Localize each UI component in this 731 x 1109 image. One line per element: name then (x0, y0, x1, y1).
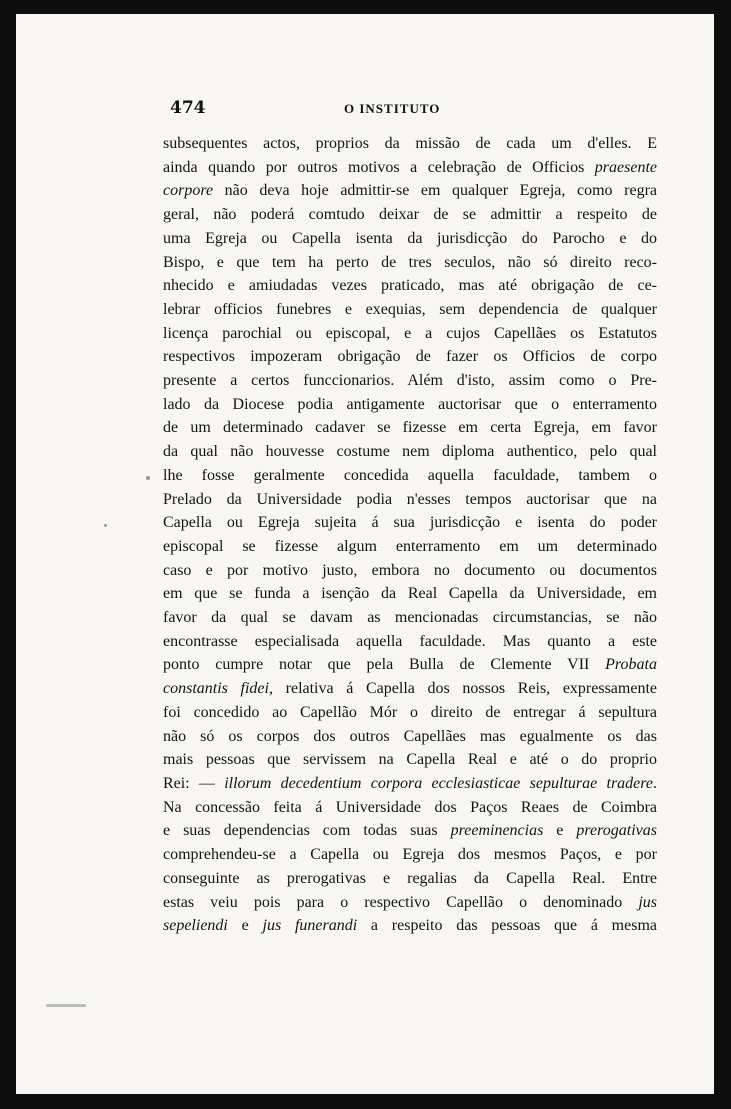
text-line: Bispo, e que tem ha perto de tres seculos, não só direito reco- (163, 253, 657, 271)
text-line: constantis fidei, relativa á Capella dos nossos Reis, expressamente (163, 680, 658, 698)
text-line: lhe fosse geralmente concedida aquella faculdade, tambem o (163, 466, 657, 484)
text-line: foi concedido ao Capellão Mór o direito de entregar á sepultura (163, 703, 657, 721)
text-line: ponto cumpre notar que pela Bulla de Clemente VII Probata (163, 656, 657, 674)
text-line: e suas dependencias com todas suas preeminencias e prerogativas (163, 822, 657, 840)
text-line: lebrar officios funebres e exequias, sem dependencia de qualquer (163, 300, 657, 318)
text-line: sepeliendi e jus funerandi a respeito das pessoas que á mesma (163, 917, 658, 935)
scan-speck (46, 1004, 86, 1007)
text-line: episcopal se fizesse algum enterramento em um determinado (163, 537, 657, 555)
text-line: presente a certos funccionarios. Além d'isto, assim como o Pre- (163, 372, 657, 390)
text-line: corpore não deva hoje admittir-se em qualquer Egreja, como regra (163, 182, 657, 200)
text-line: conseguinte as prerogativas e regalias da Capella Real. Entre (163, 869, 657, 887)
text-line: comprehendeu-se a Capella ou Egreja dos mesmos Paços, e por (163, 846, 657, 864)
text-line: licença parochial ou episcopal, e a cujos Capellães os Estatutos (163, 324, 657, 342)
text-line: subsequentes actos, proprios da missão de cada um d'elles. E (163, 135, 657, 152)
scan-speck (104, 524, 107, 527)
scanned-page (16, 14, 714, 1094)
text-line: lado da Diocese podia antigamente auctorisar que o enterramento (163, 395, 657, 413)
text-line: encontrasse especialisada aquella faculdade. Mas quanto a este (163, 632, 657, 650)
text-line: de um determinado cadaver se fizesse em certa Egreja, em favor (163, 419, 657, 437)
body-text (163, 132, 657, 938)
running-title: O INSTITUTO (344, 101, 441, 116)
text-line: em que se funda a isenção da Real Capella da Universidade, em (163, 585, 657, 603)
text-line: não só os corpos dos outros Capellães mas egualmente os das (163, 727, 657, 745)
text-line: Prelado da Universidade podia n'esses tempos auctorisar que na (163, 490, 657, 508)
text-line: favor da qual se davam as mencionadas circumstancias, se não (163, 609, 657, 627)
page-number: 474 (170, 98, 206, 118)
text-line: respectivos impozeram obrigação de fazer os Officios de corpo (163, 348, 657, 366)
scan-speck (146, 476, 150, 480)
text-line: da qual não houvesse costume nem diploma authentico, pelo qual (163, 443, 657, 461)
text-line: Na concessão feita á Universidade dos Paços Reaes de Coimbra (163, 798, 657, 816)
text-line: uma Egreja ou Capella isenta da jurisdicção do Parocho e do (163, 229, 657, 247)
text-line: nhecido e amiudadas vezes praticado, mas até obrigação de ce- (163, 277, 657, 295)
text-line: Capella ou Egreja sujeita á sua jurisdicção e isenta do poder (163, 514, 657, 532)
text-line: Rei: — illorum decedentium corpora ecclesiasticae sepulturae tradere. (163, 774, 658, 792)
text-line: mais pessoas que servissem na Capella Real e até o do proprio (163, 751, 657, 769)
text-line: caso e por motivo justo, embora no documento ou documentos (163, 561, 657, 579)
text-line: estas veiu pois para o respectivo Capellão o denominado jus (163, 893, 657, 911)
text-line: geral, não poderá comtudo deixar de se admittir a respeito de (163, 206, 657, 224)
text-line: ainda quando por outros motivos a celebração de Officios praesente (163, 158, 657, 176)
